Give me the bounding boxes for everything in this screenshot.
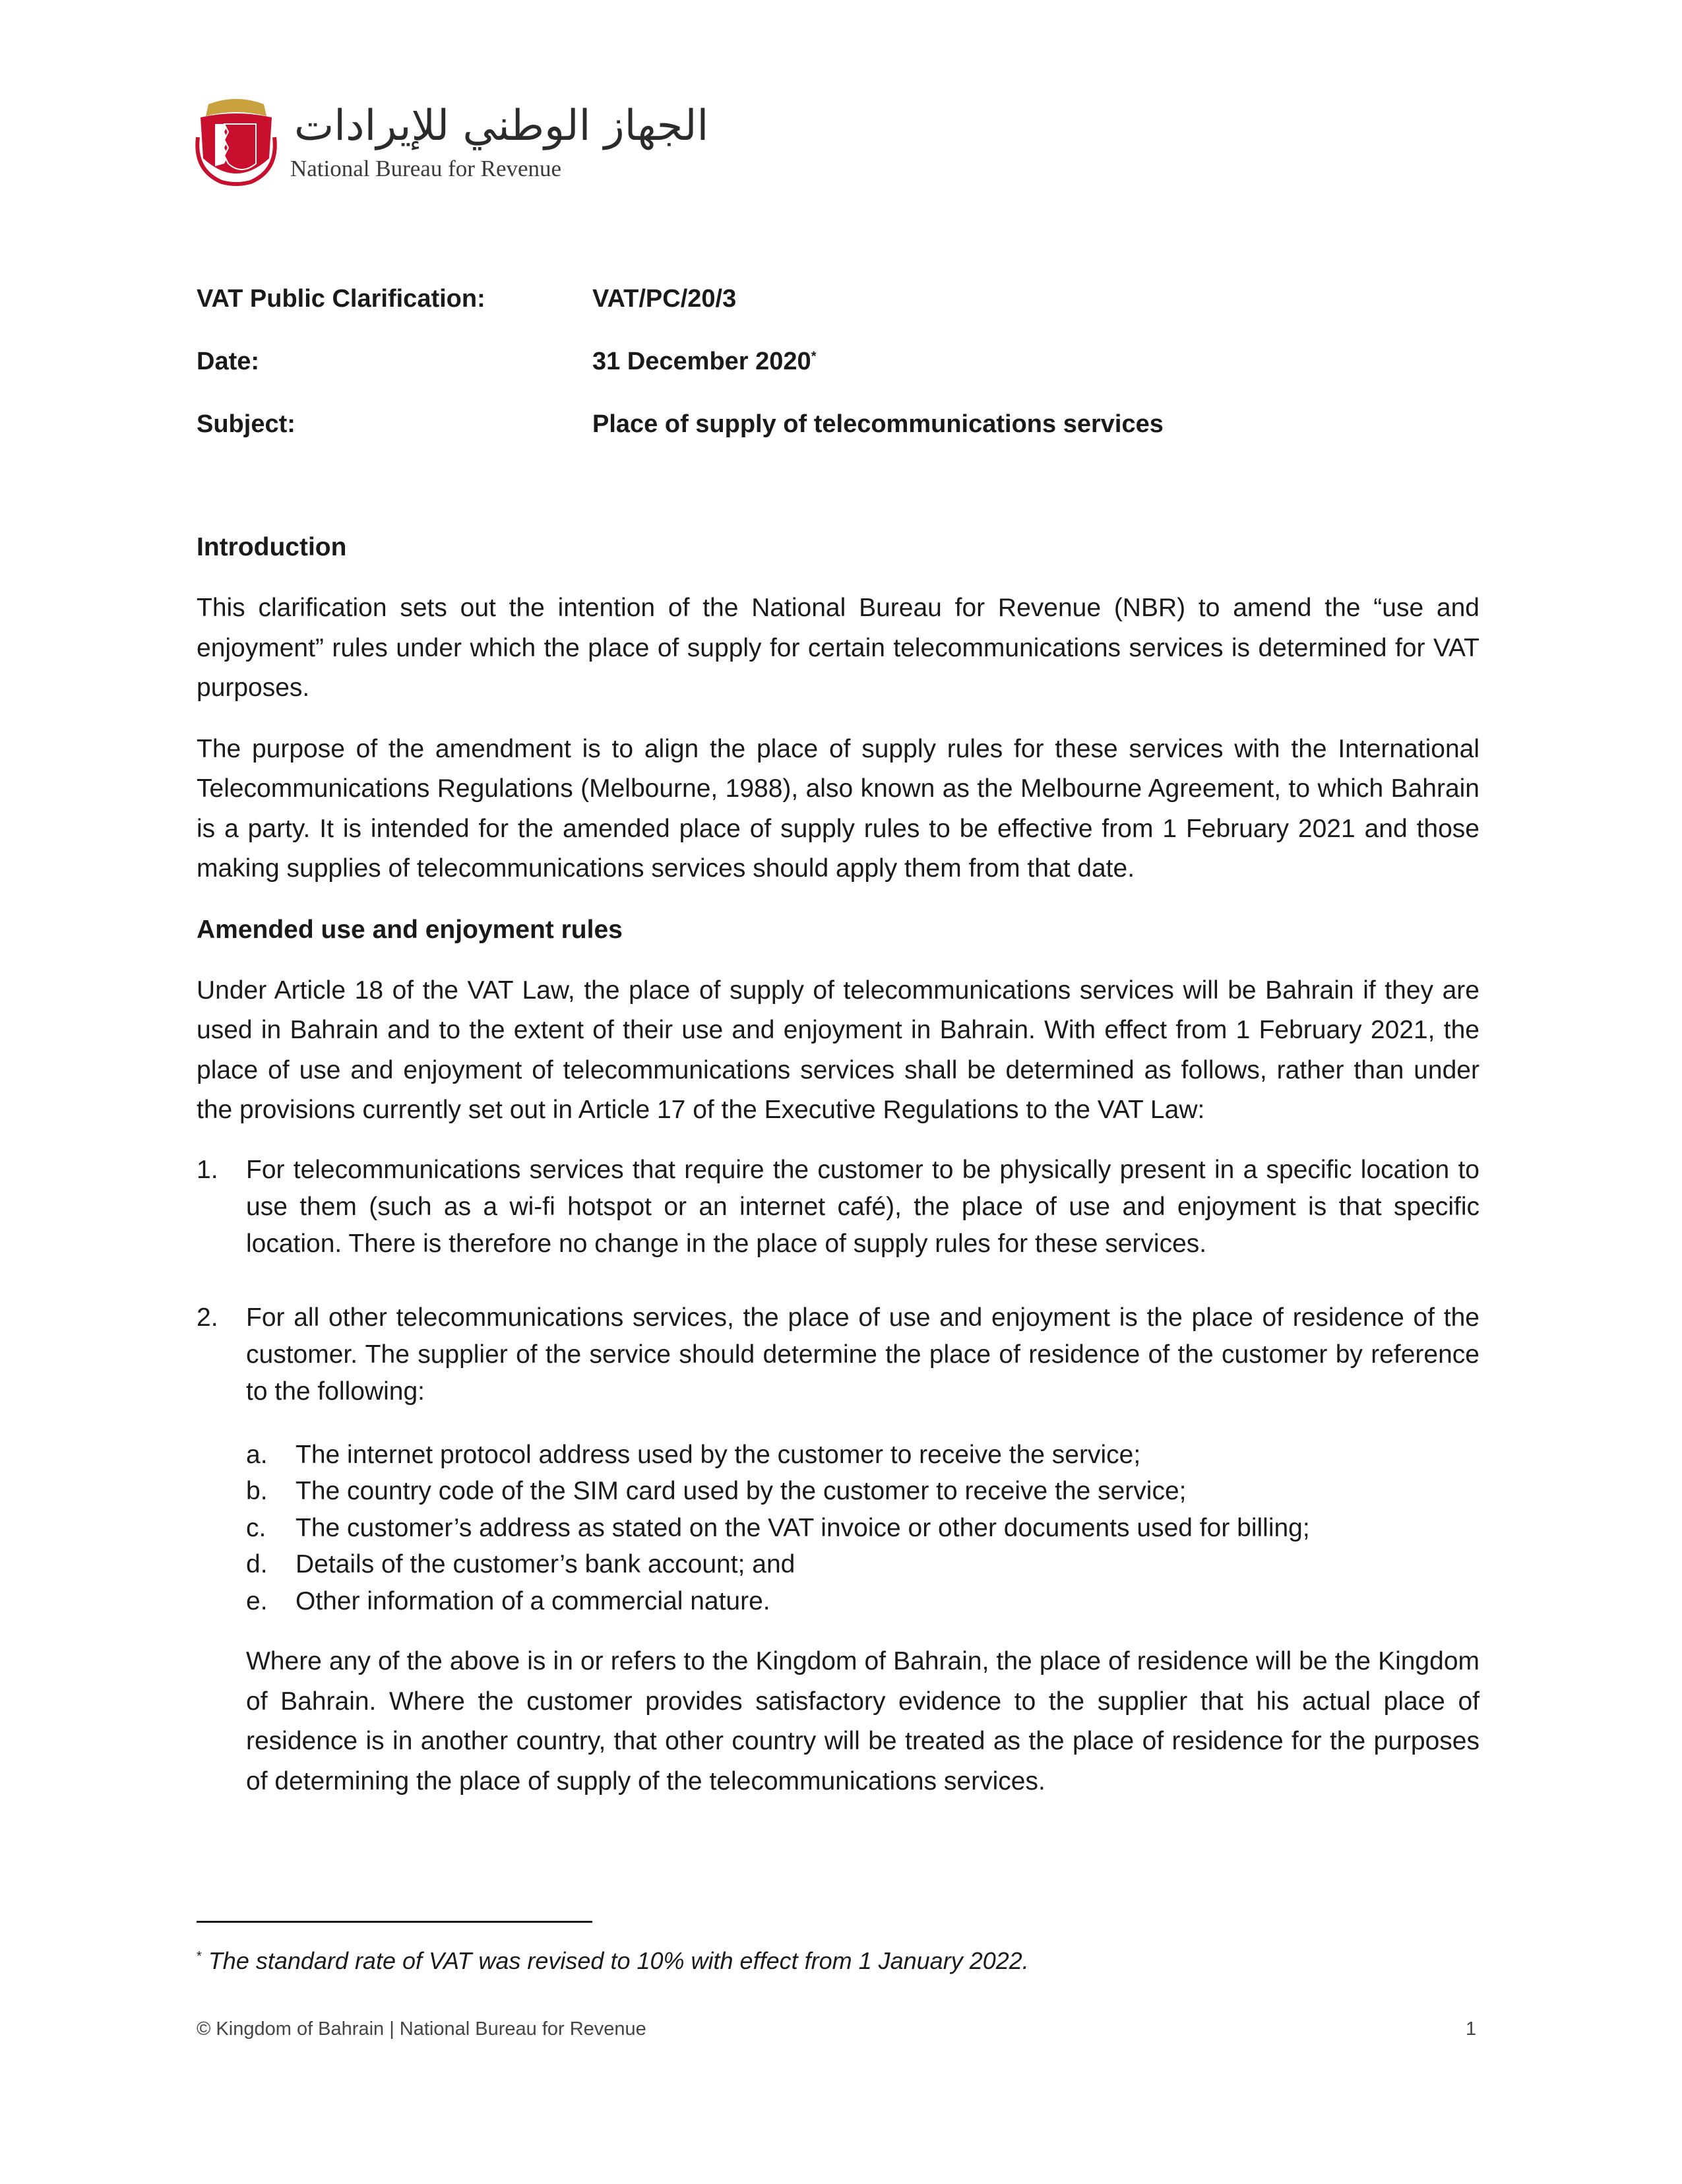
lettered-list (197, 1437, 1480, 1620)
bureau-english-name: National Bureau for Revenue (290, 156, 562, 181)
sub-list-item (246, 1583, 1480, 1620)
meta-label: Date: (197, 348, 260, 375)
numbered-list (197, 1152, 1480, 1410)
sub-list-letter: a. (246, 1440, 268, 1469)
sub-list-item (246, 1473, 1480, 1510)
meta-value: VAT/PC/20/3 (592, 285, 737, 313)
footnote-text: The standard rate of VAT was revised to 10% with effect from 1 January 2022. (208, 1947, 1029, 1974)
bahrain-emblem-icon (195, 98, 277, 186)
sub-list-text: Details of the customer’s bank account; and (296, 1550, 795, 1578)
sub-list-text: The internet protocol address used by the customer to receive the service; (296, 1440, 1141, 1469)
sub-list-item (246, 1546, 1480, 1583)
footnote-marker: * (197, 1949, 202, 1964)
page-footer: © Kingdom of Bahrain | National Bureau for Revenue (197, 2018, 646, 2040)
paragraph: Under Article 18 of the VAT Law, the place of supply of telecommunications services will be Bahrain if they are used in Bahrain and to the extent of their use and enjoyment in Bahrain. With effect from 1 February 2021, the place of use and enjoyment of telecommunications services shall be determined as follows, rather than under the provisions currently set out in Article 17 of the Executive Regulations to the VAT Law: (197, 976, 1480, 1124)
footnote (197, 1947, 1029, 1975)
list-item (197, 1299, 1480, 1410)
sub-list-letter: d. (246, 1550, 268, 1578)
page-number: 1 (1466, 2018, 1477, 2040)
meta-value: Place of supply of telecommunications services (592, 410, 1164, 438)
section-heading-introduction: Introduction (197, 533, 347, 561)
section-heading-amended-rules: Amended use and enjoyment rules (197, 915, 623, 944)
sub-list-item (246, 1437, 1480, 1474)
sub-list-letter: b. (246, 1477, 268, 1505)
sub-list-text: The customer’s address as stated on the VAT invoice or other documents used for billing; (296, 1513, 1310, 1542)
footnote-marker: * (811, 349, 817, 364)
paragraph: This clarification sets out the intention of the National Bureau for Revenue (NBR) to amend the “use and enjoyment” rules under which the place of supply for certain telecommunications services is determined for VAT purposes. (197, 594, 1480, 702)
document-body (197, 528, 1480, 1823)
list-item-text: For telecommunications services that require the customer to be physically present in a specific location to use them (such as a wi-fi hotspot or an internet café), the place of use and enjoyment is that specific location. There is therefore no change in the place of supply rules for these services. (246, 1155, 1480, 1258)
sub-list-letter: c. (246, 1513, 266, 1542)
footnote-divider (197, 1921, 592, 1923)
bureau-arabic-name: الجهاز الوطني للإيرادات (294, 102, 709, 150)
list-item-text: For all other telecommunications services, the place of use and enjoyment is the place of residence of the customer. The supplier of the service should determine the place of residence of the customer by reference to the following: (246, 1303, 1480, 1406)
list-number: 2. (197, 1303, 218, 1332)
sub-list-item (246, 1510, 1480, 1547)
sub-list-text: The country code of the SIM card used by the customer to receive the service; (296, 1477, 1187, 1505)
date-value: 31 December 2020 (592, 348, 811, 375)
paragraph: The purpose of the amendment is to align the place of supply rules for these services with the International Telecommunications Regulations (Melbourne, 1988), also known as the Melbourne Agreement, to which Bahrain is a party. It is intended for the amended place of supply rules to be effective from 1 February 2021 and those making supplies of telecommunications services should apply them from that date. (197, 734, 1480, 883)
header-logo (195, 98, 709, 190)
sub-list-letter: e. (246, 1586, 268, 1615)
meta-value (592, 348, 816, 376)
list-number: 1. (197, 1155, 218, 1184)
meta-label: Subject: (197, 410, 296, 438)
meta-label: VAT Public Clarification: (197, 285, 485, 313)
sub-list-text: Other information of a commercial nature. (296, 1586, 770, 1615)
paragraph: Where any of the above is in or refers to the Kingdom of Bahrain, the place of residence will be the Kingdom of Bahrain. Where the customer provides satisfactory evidence to the supplier that his actual place of residence is in another country, that other country will be treated as the place of residence for the purposes of determining the place of supply of the telecommunications services. (246, 1647, 1480, 1795)
list-item (197, 1152, 1480, 1263)
